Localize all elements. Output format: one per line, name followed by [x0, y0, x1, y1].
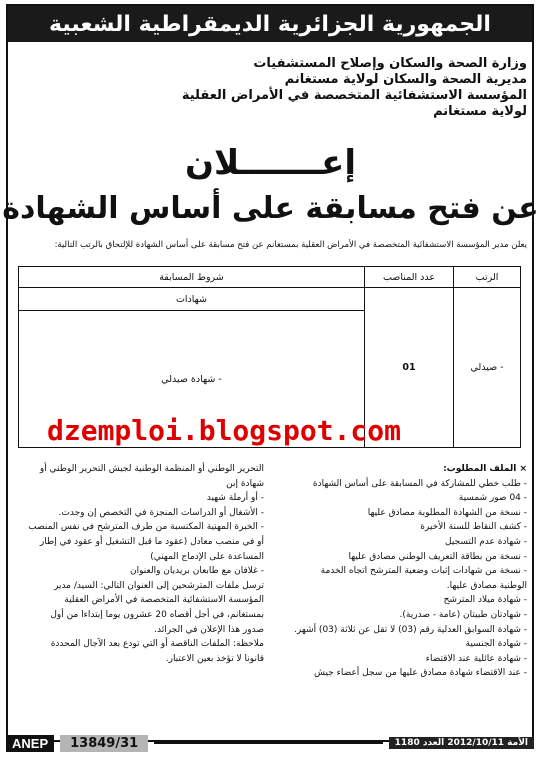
- announcement-subtitle: عن فتح مسابقة على أساس الشهادة: [2, 191, 539, 226]
- header-positions: عدد المناصب: [365, 267, 454, 288]
- list-item: التحرير الوطني أو المنظمة الوطنية لجيش التحرير الوطني أو: [39, 464, 264, 474]
- list-item: - شهادتان طبيتان (عامة - صدرية).: [399, 609, 527, 620]
- table-header-row: [19, 267, 521, 288]
- issuer-line: المؤسسة الاستشفائية المتخصصة في الأمراض العقلية: [181, 88, 527, 103]
- intro-text: يعلن مدير المؤسسة الاستشفائية المتخصصة في الأمراض العقلية بمستغانم عن فتح مسابقة على أساس الشهادة للإلتحاق بالرتب التالية:: [54, 240, 527, 250]
- submission-text: صدور هذا الإعلان في الجرائد.: [154, 624, 264, 635]
- list-item: المساعدة على الإدماج المهني): [150, 551, 264, 562]
- list-item: - نسخة من بطاقة التعريف الوطني مصادق عليها: [348, 551, 527, 562]
- list-item: - غلافان مع طابعان بريديان والعنوان: [130, 566, 264, 577]
- reference-number: 13849/31: [60, 735, 148, 752]
- list-item: - كشف النقاط للسنة الأخيرة: [420, 522, 527, 533]
- footer-bar: [6, 734, 534, 752]
- list-item: - شهادة السوابق العدلية رقم (03) لا تقل عن ثلاثة (03) أشهر.: [294, 624, 527, 635]
- list-item: - شهادة عائلية عند الاقتضاء: [425, 653, 527, 664]
- agency-logo: ANEP: [6, 735, 54, 752]
- list-item: - 04 صور شمسية: [458, 493, 527, 504]
- list-item: أو في منصب معادل (عقود ما قبل التشغيل أو عقود في إطار: [39, 536, 264, 547]
- list-item: - شهادة عدم التسجيل: [445, 536, 527, 547]
- list-item: - شهادة الجنسية: [465, 639, 527, 650]
- required-documents-continued: [14, 462, 264, 666]
- publication-info: الأمة 2012/10/11 العدد 1180: [389, 737, 534, 749]
- submission-text: المؤسسة الاستشفائية المتخصصة في الأمراض العقلية: [64, 595, 264, 606]
- required-documents-list: [283, 462, 527, 681]
- header-conditions: شروط المسابقة: [19, 267, 365, 288]
- footer-divider: [154, 742, 382, 744]
- issuer-line: مديرية الصحة والسكان لولاية مستغانم: [284, 72, 527, 87]
- header-rank: الرتب: [454, 267, 521, 288]
- list-item: × الملف المطلوب:: [443, 464, 527, 474]
- list-item: - نسخة من شهادات إثبات وضعية المترشح اتجاه الخدمة: [320, 566, 527, 577]
- list-item: - طلب خطي للمشاركة في المسابقة على أساس الشهادة: [312, 478, 527, 489]
- submission-text: ترسل ملفات المترشحين إلى العنوان التالي: السيد/ مدير: [53, 580, 264, 591]
- table-row: [19, 288, 521, 311]
- issuer-line: لولاية مستغانم: [433, 104, 527, 119]
- list-item: - عند الاقتضاء شهادة مصادق عليها من سجل أعضاء جيش: [314, 668, 527, 679]
- submission-text: بمستغانم، في أجل أقصاه 20 عشرون يوما إبتداءا من أول: [50, 609, 264, 620]
- cell-condition: - شهادة صيدلي: [19, 311, 365, 448]
- cell-positions: 01: [365, 288, 454, 448]
- list-item: - الخبرة المهنية المكتسبة من طرف المترشح في نفس المنصب: [28, 522, 264, 533]
- issuer-line: وزارة الصحة والسكان وإصلاح المستشفيات: [253, 56, 527, 71]
- list-item: - نسخة من الشهادة المطلوبة مصادق عليها: [367, 507, 527, 518]
- cell-subheader: شهادات: [19, 288, 365, 311]
- list-item: شهادة إبن: [226, 478, 264, 489]
- note-text: قانونا لا تؤخذ بعين الاعتبار.: [165, 653, 264, 664]
- watermark-url: dzemploi.blogspot.com: [47, 414, 402, 447]
- list-item: الوطنية مصادق عليها.: [446, 580, 527, 591]
- list-item: - أو أرملة شهيد: [206, 493, 264, 504]
- note-text: ملاحظة: الملفات الناقصة أو التي تودع بعد الآجال المحددة: [50, 639, 264, 650]
- cell-rank: - صيدلي: [454, 288, 521, 448]
- republic-banner: الجمهورية الجزائرية الديمقراطية الشعبية: [8, 6, 532, 42]
- list-item: - شهادة ميلاد المترشح: [443, 595, 527, 606]
- list-item: - الأشغال أو الدراسات المنجزة في التخصص إن وجدت.: [58, 507, 264, 518]
- issuer-block: [107, 56, 527, 120]
- announcement-title: إعـــــــلان: [184, 143, 357, 183]
